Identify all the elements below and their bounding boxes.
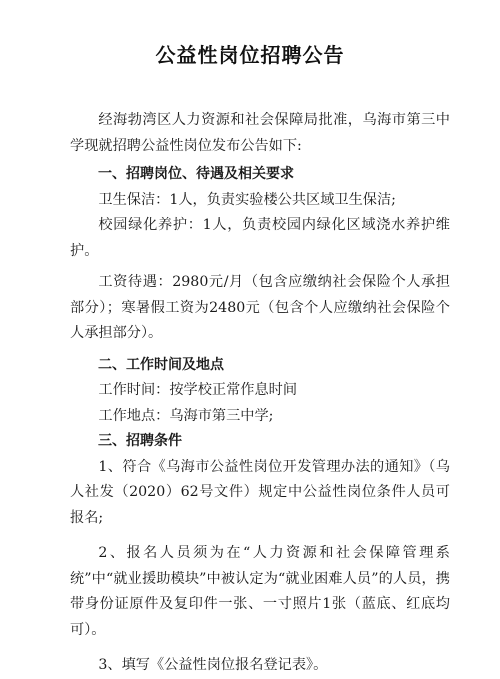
section-heading-conditions: 三、招聘条件 [98, 433, 182, 449]
document-title: 公益性岗位招聘公告 [155, 43, 345, 67]
intro-paragraph: 经海勃湾区人力资源和社会保障局批准，乌海市第三中学现就招聘公益性岗位发布公告如下: [70, 112, 450, 154]
post-cleaning: 卫生保洁：1人，负责实验楼公共区域卫生保洁; [98, 191, 396, 208]
section-heading-positions: 一、招聘岗位、待遇及相关要求 [98, 166, 294, 182]
section-heading-time-place: 二、工作时间及地点 [98, 356, 224, 373]
condition-item-3: 3、填写《公益性岗位报名登记表》。 [98, 657, 328, 673]
post-greening: 校园绿化养护：1人，负责校园内绿化区域浇水养护维护。 [70, 217, 450, 259]
work-time: 工作时间：按学校正常作息时间 [98, 382, 298, 398]
salary-paragraph: 工资待遇：2980元/月（包含应缴纳社会保险个人承担部分）；寒暑假工资为2480元（包含个人应缴纳社会保险个人承担部分）。 [70, 274, 450, 341]
condition-item-1: 1、符合《乌海市公益性岗位开发管理办法的通知》（乌人社发（2020）62号文件）规定中公益性岗位条件人员可报名; [70, 458, 450, 526]
work-place: 工作地点：乌海市第三中学; [98, 407, 274, 424]
condition-item-2: 2、报名人员须为在“人力资源和社会保障管理系统”中“就业援助模块”中被认定为“就业困难人员”的人员，携带身份证原件及复印件一张、一寸照片1张（蓝底、红底均可）。 [70, 545, 450, 638]
document-body [70, 108, 450, 679]
